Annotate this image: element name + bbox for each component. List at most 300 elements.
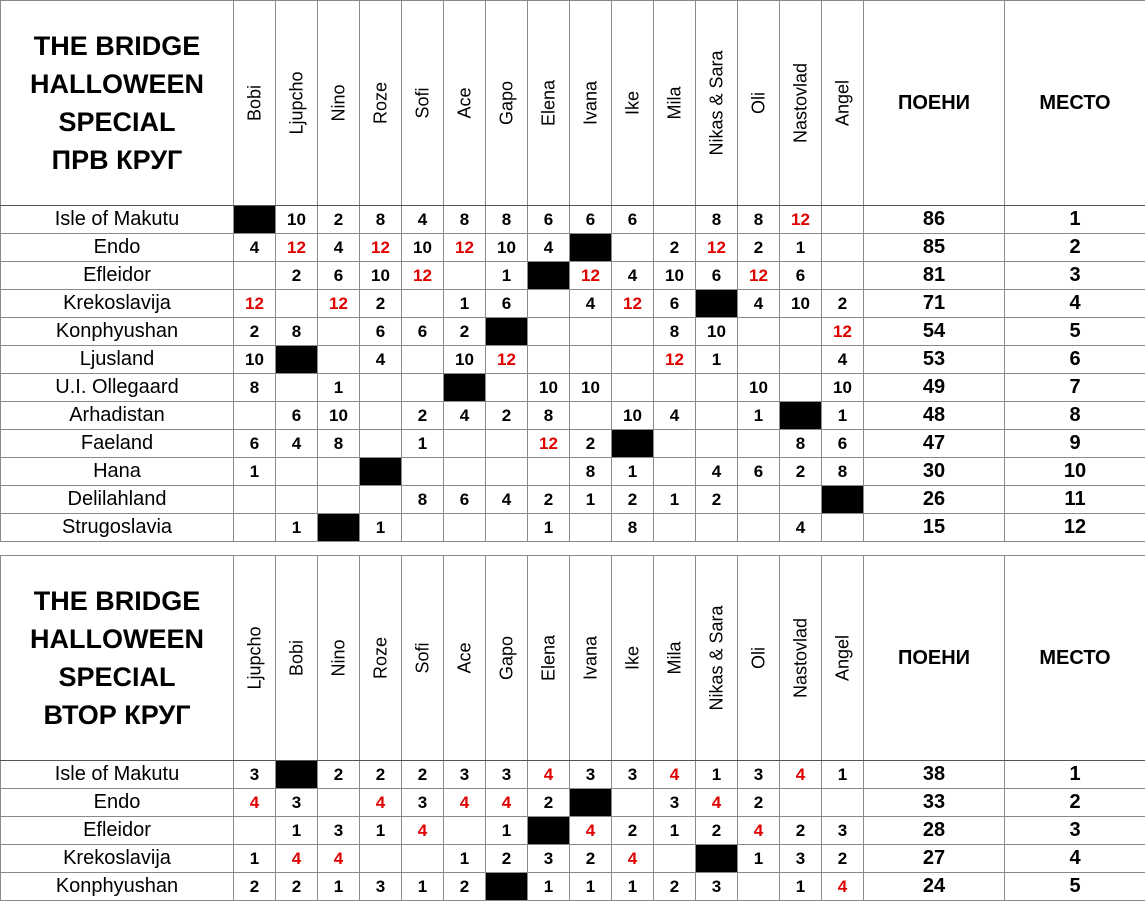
score-cell: [570, 346, 612, 374]
score-cell: 3: [780, 845, 822, 873]
table-row: [1, 374, 1145, 402]
score-cell: 4: [528, 234, 570, 262]
score-cell: 1: [654, 817, 696, 845]
score-cell: [780, 374, 822, 402]
place-value: 1: [1005, 206, 1145, 234]
score-cell: 3: [696, 873, 738, 901]
score-cell: 6: [570, 206, 612, 234]
score-cell: 4: [360, 789, 402, 817]
score-cell: [318, 486, 360, 514]
score-cell: 1: [528, 514, 570, 542]
points-header: ПОЕНИ: [864, 1, 1005, 206]
juror-name: Ivana: [580, 80, 600, 126]
score-cell: 12: [738, 262, 780, 290]
place-value: 4: [1005, 845, 1145, 873]
score-cell: [780, 318, 822, 346]
blocked-cell: [822, 486, 864, 514]
score-cell: 2: [318, 761, 360, 789]
score-cell: 4: [360, 346, 402, 374]
score-cell: [738, 346, 780, 374]
scoreboard-round-2: [0, 555, 1145, 901]
score-cell: 10: [528, 374, 570, 402]
score-cell: 12: [696, 234, 738, 262]
score-cell: [276, 374, 318, 402]
score-cell: [654, 430, 696, 458]
juror-header: [402, 1, 444, 206]
score-cell: 2: [738, 234, 780, 262]
score-cell: [276, 458, 318, 486]
juror-header: [318, 556, 360, 761]
juror-name: Oli: [748, 647, 768, 669]
juror-name: Bobi: [286, 639, 306, 677]
score-cell: [738, 318, 780, 346]
score-cell: 12: [780, 206, 822, 234]
score-cell: 3: [276, 789, 318, 817]
country-name: Ljusland: [1, 346, 234, 374]
score-cell: 6: [318, 262, 360, 290]
score-cell: [528, 318, 570, 346]
total-points: 71: [864, 290, 1005, 318]
score-cell: 2: [612, 486, 654, 514]
score-cell: [654, 374, 696, 402]
table-row: [1, 514, 1145, 542]
country-name: Endo: [1, 234, 234, 262]
score-cell: 2: [486, 402, 528, 430]
score-cell: 2: [276, 873, 318, 901]
total-points: 48: [864, 402, 1005, 430]
score-cell: 4: [570, 817, 612, 845]
score-cell: 2: [654, 873, 696, 901]
header-row: [1, 1, 1145, 206]
place-value: 7: [1005, 374, 1145, 402]
score-cell: 4: [528, 761, 570, 789]
table-row: [1, 318, 1145, 346]
juror-name: Elena: [538, 79, 558, 127]
score-cell: [822, 789, 864, 817]
juror-name: Ike: [622, 645, 642, 671]
country-name: U.I. Ollegaard: [1, 374, 234, 402]
country-name: Strugoslavia: [1, 514, 234, 542]
score-cell: 4: [570, 290, 612, 318]
score-cell: 1: [654, 486, 696, 514]
score-cell: [528, 458, 570, 486]
score-cell: 4: [654, 761, 696, 789]
score-cell: 1: [402, 873, 444, 901]
juror-header: [486, 556, 528, 761]
table-row: [1, 346, 1145, 374]
juror-header: [444, 1, 486, 206]
score-cell: [696, 402, 738, 430]
score-cell: 1: [738, 845, 780, 873]
blocked-cell: [318, 514, 360, 542]
place-header: МЕСТО: [1005, 1, 1145, 206]
score-cell: 1: [318, 873, 360, 901]
score-cell: 2: [486, 845, 528, 873]
table-row: [1, 262, 1145, 290]
score-cell: [612, 318, 654, 346]
score-cell: [318, 458, 360, 486]
place-header: МЕСТО: [1005, 556, 1145, 761]
juror-name: Angel: [832, 79, 852, 127]
blocked-cell: [696, 290, 738, 318]
juror-name: Ace: [454, 87, 474, 119]
score-cell: [654, 514, 696, 542]
score-cell: 12: [528, 430, 570, 458]
blocked-cell: [360, 458, 402, 486]
score-cell: [612, 346, 654, 374]
score-cell: 6: [612, 206, 654, 234]
total-points: 85: [864, 234, 1005, 262]
score-cell: 10: [780, 290, 822, 318]
score-cell: 4: [402, 206, 444, 234]
juror-header: [654, 556, 696, 761]
juror-header: [654, 1, 696, 206]
score-cell: [696, 430, 738, 458]
score-cell: [402, 845, 444, 873]
country-name: Krekoslavija: [1, 845, 234, 873]
country-name: Isle of Makutu: [1, 206, 234, 234]
score-cell: 3: [402, 789, 444, 817]
score-cell: [822, 234, 864, 262]
score-cell: 1: [360, 817, 402, 845]
blocked-cell: [780, 402, 822, 430]
score-cell: 4: [444, 789, 486, 817]
place-value: 3: [1005, 262, 1145, 290]
score-cell: 8: [654, 318, 696, 346]
score-cell: [612, 234, 654, 262]
place-value: 5: [1005, 318, 1145, 346]
score-cell: 1: [780, 873, 822, 901]
juror-header: [402, 556, 444, 761]
table-title: [1, 556, 234, 761]
score-cell: [402, 374, 444, 402]
score-cell: 6: [360, 318, 402, 346]
score-cell: 1: [612, 873, 654, 901]
score-cell: [654, 458, 696, 486]
score-cell: 1: [402, 430, 444, 458]
blocked-cell: [612, 430, 654, 458]
juror-name: Mila: [664, 86, 684, 120]
score-cell: [360, 430, 402, 458]
score-cell: 1: [234, 458, 276, 486]
table-row: [1, 761, 1145, 789]
score-cell: [360, 402, 402, 430]
score-cell: 2: [822, 290, 864, 318]
score-cell: 12: [654, 346, 696, 374]
score-cell: [234, 817, 276, 845]
score-cell: 2: [612, 817, 654, 845]
country-name: Hana: [1, 458, 234, 486]
score-cell: 2: [696, 817, 738, 845]
score-cell: 10: [654, 262, 696, 290]
juror-name: Roze: [370, 636, 390, 680]
score-cell: 12: [486, 346, 528, 374]
score-cell: [318, 789, 360, 817]
table-row: [1, 402, 1145, 430]
table-title: [1, 1, 234, 206]
score-cell: [654, 206, 696, 234]
points-header: ПОЕНИ: [864, 556, 1005, 761]
score-cell: 8: [822, 458, 864, 486]
place-value: 2: [1005, 789, 1145, 817]
score-cell: 10: [612, 402, 654, 430]
score-cell: [696, 514, 738, 542]
score-cell: [318, 346, 360, 374]
total-points: 27: [864, 845, 1005, 873]
score-cell: 12: [276, 234, 318, 262]
juror-name: Roze: [370, 81, 390, 125]
juror-header: [234, 1, 276, 206]
total-points: 15: [864, 514, 1005, 542]
score-cell: 10: [318, 402, 360, 430]
score-cell: [612, 374, 654, 402]
score-cell: 6: [276, 402, 318, 430]
score-cell: 2: [360, 761, 402, 789]
title-line: THE BRIDGE: [33, 586, 201, 616]
total-points: 47: [864, 430, 1005, 458]
score-cell: 3: [318, 817, 360, 845]
juror-name: Ljupcho: [286, 71, 306, 135]
score-cell: 2: [570, 430, 612, 458]
score-cell: [360, 845, 402, 873]
score-cell: 1: [696, 346, 738, 374]
score-cell: [780, 789, 822, 817]
score-cell: [738, 873, 780, 901]
score-cell: [444, 514, 486, 542]
juror-name: Ace: [454, 642, 474, 674]
score-cell: [276, 486, 318, 514]
place-value: 8: [1005, 402, 1145, 430]
score-cell: 6: [402, 318, 444, 346]
score-cell: [822, 514, 864, 542]
juror-header: [738, 556, 780, 761]
score-cell: 2: [360, 290, 402, 318]
blocked-cell: [528, 817, 570, 845]
score-cell: 2: [528, 486, 570, 514]
juror-name: Ike: [622, 90, 642, 116]
score-cell: [444, 817, 486, 845]
score-cell: 2: [780, 817, 822, 845]
score-cell: [612, 789, 654, 817]
total-points: 54: [864, 318, 1005, 346]
juror-name: Nastovlad: [790, 617, 810, 699]
juror-header: [360, 1, 402, 206]
score-cell: [486, 374, 528, 402]
score-cell: [696, 374, 738, 402]
country-name: Arhadistan: [1, 402, 234, 430]
score-cell: [402, 290, 444, 318]
place-value: 2: [1005, 234, 1145, 262]
score-cell: 6: [234, 430, 276, 458]
score-cell: 2: [780, 458, 822, 486]
juror-name: Nino: [328, 639, 348, 677]
juror-header: [738, 1, 780, 206]
place-value: 10: [1005, 458, 1145, 486]
score-cell: 8: [318, 430, 360, 458]
total-points: 53: [864, 346, 1005, 374]
juror-header: [486, 1, 528, 206]
score-cell: 10: [234, 346, 276, 374]
score-cell: [402, 346, 444, 374]
juror-header: [360, 556, 402, 761]
table-row: [1, 789, 1145, 817]
juror-header: [570, 1, 612, 206]
title-line: THE BRIDGE: [33, 31, 201, 61]
score-cell: 6: [696, 262, 738, 290]
total-points: 28: [864, 817, 1005, 845]
table-row: [1, 290, 1145, 318]
score-cell: 2: [234, 318, 276, 346]
score-cell: [276, 290, 318, 318]
score-cell: 10: [738, 374, 780, 402]
score-cell: 3: [234, 761, 276, 789]
score-cell: 6: [822, 430, 864, 458]
score-cell: 3: [570, 761, 612, 789]
score-cell: 12: [612, 290, 654, 318]
table-row: [1, 873, 1145, 901]
score-cell: 1: [444, 845, 486, 873]
total-points: 86: [864, 206, 1005, 234]
total-points: 33: [864, 789, 1005, 817]
blocked-cell: [528, 262, 570, 290]
score-cell: [402, 514, 444, 542]
score-cell: 4: [780, 514, 822, 542]
country-name: Efleidor: [1, 817, 234, 845]
juror-header: [276, 556, 318, 761]
total-points: 49: [864, 374, 1005, 402]
table-row: [1, 206, 1145, 234]
score-cell: [318, 318, 360, 346]
table-row: [1, 430, 1145, 458]
country-name: Endo: [1, 789, 234, 817]
score-cell: 4: [234, 234, 276, 262]
score-cell: [570, 514, 612, 542]
score-cell: 2: [528, 789, 570, 817]
score-cell: 8: [780, 430, 822, 458]
score-cell: 8: [570, 458, 612, 486]
score-cell: [528, 290, 570, 318]
score-cell: 8: [360, 206, 402, 234]
title-line: ПРВ КРУГ: [51, 145, 183, 175]
score-cell: [234, 402, 276, 430]
score-cell: 10: [696, 318, 738, 346]
score-cell: 10: [402, 234, 444, 262]
juror-name: Nastovlad: [790, 62, 810, 144]
score-cell: 4: [276, 430, 318, 458]
score-cell: 12: [444, 234, 486, 262]
score-cell: 4: [486, 486, 528, 514]
score-cell: 4: [696, 789, 738, 817]
place-value: 9: [1005, 430, 1145, 458]
blocked-cell: [570, 789, 612, 817]
score-cell: 10: [276, 206, 318, 234]
score-cell: 2: [654, 234, 696, 262]
score-cell: 3: [612, 761, 654, 789]
score-cell: 1: [276, 514, 318, 542]
score-cell: 8: [234, 374, 276, 402]
total-points: 81: [864, 262, 1005, 290]
score-cell: 4: [822, 346, 864, 374]
score-cell: 4: [822, 873, 864, 901]
total-points: 26: [864, 486, 1005, 514]
score-cell: 1: [738, 402, 780, 430]
score-cell: 1: [570, 873, 612, 901]
score-cell: [654, 845, 696, 873]
score-cell: 3: [360, 873, 402, 901]
score-cell: [360, 486, 402, 514]
score-cell: 2: [738, 789, 780, 817]
score-cell: 1: [360, 514, 402, 542]
score-cell: [402, 458, 444, 486]
score-cell: 8: [402, 486, 444, 514]
score-cell: 8: [276, 318, 318, 346]
total-points: 24: [864, 873, 1005, 901]
score-cell: 4: [234, 789, 276, 817]
blocked-cell: [696, 845, 738, 873]
score-cell: 1: [234, 845, 276, 873]
juror-header: [822, 556, 864, 761]
score-cell: 8: [486, 206, 528, 234]
country-name: Konphyushan: [1, 318, 234, 346]
score-cell: 1: [696, 761, 738, 789]
score-cell: 2: [402, 761, 444, 789]
score-cell: 10: [486, 234, 528, 262]
juror-header: [528, 556, 570, 761]
score-cell: 1: [822, 761, 864, 789]
score-cell: 1: [612, 458, 654, 486]
score-cell: 4: [612, 262, 654, 290]
juror-name: Sofi: [412, 87, 432, 119]
score-cell: 2: [696, 486, 738, 514]
blocked-cell: [444, 374, 486, 402]
score-cell: 4: [612, 845, 654, 873]
score-cell: [486, 514, 528, 542]
score-cell: 2: [570, 845, 612, 873]
score-cell: 10: [444, 346, 486, 374]
juror-header: [570, 556, 612, 761]
score-cell: 1: [528, 873, 570, 901]
juror-name: Gapo: [496, 80, 516, 126]
juror-header: [234, 556, 276, 761]
score-cell: 10: [570, 374, 612, 402]
country-name: Isle of Makutu: [1, 761, 234, 789]
country-name: Delilahland: [1, 486, 234, 514]
score-cell: 12: [234, 290, 276, 318]
score-cell: 4: [780, 761, 822, 789]
score-cell: 8: [696, 206, 738, 234]
place-value: 6: [1005, 346, 1145, 374]
juror-name: Elena: [538, 634, 558, 682]
score-cell: 2: [276, 262, 318, 290]
score-cell: 3: [444, 761, 486, 789]
juror-header: [696, 556, 738, 761]
blocked-cell: [570, 234, 612, 262]
juror-header: [696, 1, 738, 206]
score-cell: [444, 262, 486, 290]
score-cell: [528, 346, 570, 374]
juror-header: [780, 556, 822, 761]
score-cell: [822, 262, 864, 290]
score-cell: 1: [486, 817, 528, 845]
title-line: HALLOWEEN: [30, 624, 204, 654]
place-value: 5: [1005, 873, 1145, 901]
score-cell: 8: [528, 402, 570, 430]
juror-name: Ivana: [580, 635, 600, 681]
score-cell: 6: [780, 262, 822, 290]
score-cell: 1: [570, 486, 612, 514]
score-cell: 10: [822, 374, 864, 402]
score-cell: [780, 346, 822, 374]
